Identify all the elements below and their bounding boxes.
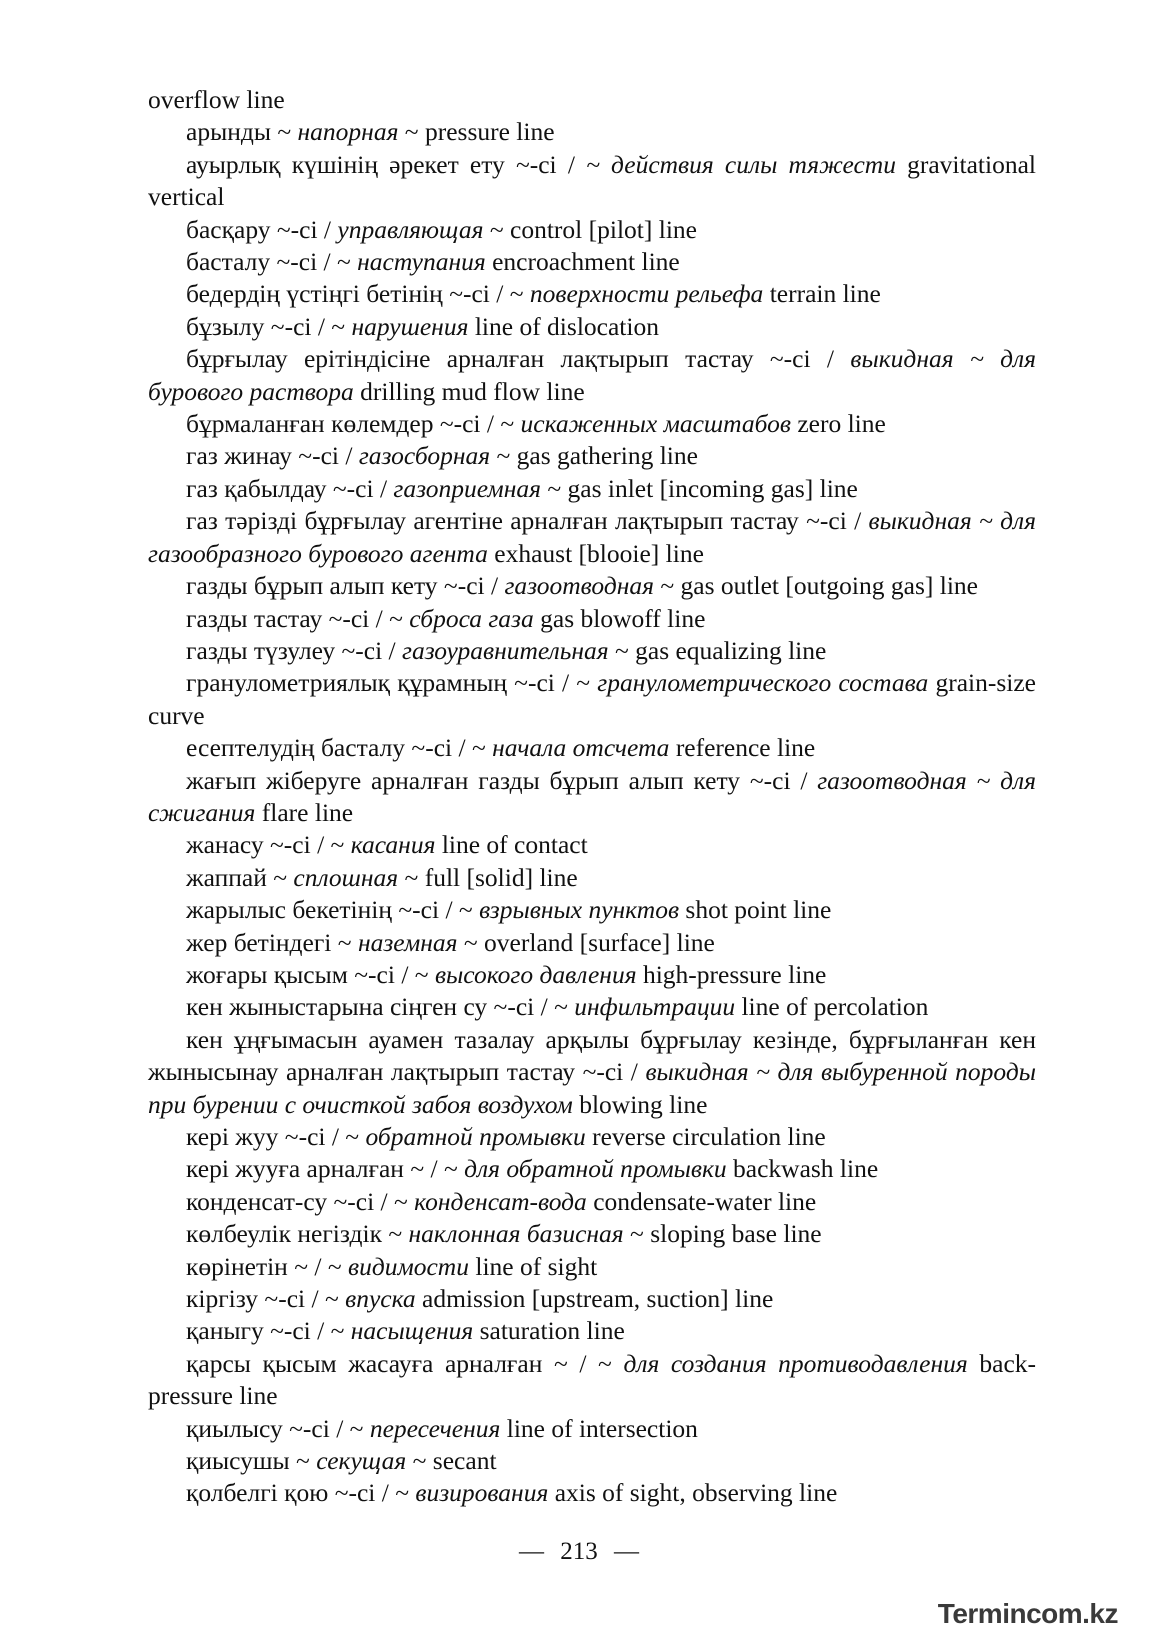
entry-text: line of intersection: [500, 1413, 698, 1443]
entry-russian-term: инфильтрации: [574, 992, 736, 1022]
page-number-value: 213: [560, 1538, 598, 1565]
entry-russian-term: выкидная ~ для выбуренной породы при бурении с очисткой забоя воздухом: [148, 1057, 1037, 1119]
entry-russian-term: впуска: [345, 1284, 416, 1314]
entry-russian-term: газоотводная ~ для сжигания: [148, 765, 1037, 827]
entry-text: line of contact: [435, 830, 588, 860]
dictionary-entry: [148, 214, 1036, 246]
dictionary-entry: [148, 311, 1036, 343]
entry-text: жарылыс бекетінің ~-сі / ~: [186, 895, 480, 925]
entry-russian-term: для обратной промывки: [464, 1154, 727, 1184]
dictionary-entry: [148, 440, 1036, 472]
entry-text: гранулометриялық құрамның ~-сі / ~: [186, 668, 598, 698]
entry-russian-term: искаженных масштабов: [520, 409, 791, 439]
entry-text: exhaust [blooie] line: [487, 538, 704, 568]
entry-russian-term: выкидная ~ для бурового раствора: [148, 344, 1036, 406]
entry-russian-term: сброса газа: [409, 603, 534, 633]
dictionary-entry: [148, 1413, 1036, 1445]
entry-russian-term: визирования: [415, 1478, 549, 1508]
entry-text: газды бұрып алып кету ~-сі /: [186, 571, 505, 601]
entry-russian-term: наклонная базисная: [408, 1219, 624, 1249]
dictionary-entry: [148, 1251, 1036, 1283]
dictionary-entry: [148, 1445, 1036, 1477]
page-number: [0, 1538, 1158, 1566]
entry-text: көлбеулік негіздік ~: [186, 1219, 409, 1249]
entry-russian-term: газосборная: [358, 441, 491, 471]
entry-russian-term: выкидная ~ для газообразного бурового агента: [148, 506, 1036, 568]
entry-text: axis of sight, observing line: [548, 1478, 838, 1508]
entry-russian-term: видимости: [348, 1251, 469, 1281]
entry-text: ~ sloping base line: [623, 1219, 822, 1249]
entry-text: ~ gas equalizing line: [608, 635, 827, 665]
entry-text: condensate-water line: [586, 1186, 817, 1216]
dictionary-entry: [148, 635, 1036, 667]
entry-text: кері жуу ~-сі / ~: [186, 1122, 366, 1151]
entry-russian-term: гранулометрического состава: [597, 668, 929, 698]
entry-text: blowing line: [572, 1089, 708, 1119]
dictionary-entry: [148, 1283, 1036, 1315]
entry-russian-term: наземная: [357, 927, 458, 957]
entry-text: газды тастау ~-сі / ~: [186, 603, 410, 633]
dictionary-entry: [148, 959, 1036, 991]
entry-russian-term: для создания противодавления: [623, 1348, 968, 1378]
entry-text: көрінетін ~ / ~: [186, 1251, 348, 1281]
entry-text: қарсы қысым жасауға арналған ~ / ~: [186, 1348, 624, 1378]
dictionary-entry: [148, 894, 1036, 926]
dictionary-entry: [148, 1218, 1036, 1250]
dictionary-entry: [148, 343, 1036, 408]
entry-russian-term: высокого давления: [434, 959, 637, 989]
entry-russian-term: газоуравнительная: [402, 635, 609, 665]
entry-text: admission [upstream, suction] line: [415, 1284, 774, 1314]
entry-text: line of sight: [468, 1251, 598, 1281]
dictionary-entry: [148, 246, 1036, 278]
dictionary-entry: [148, 829, 1036, 861]
dictionary-entry: [148, 473, 1036, 505]
entry-text: overflow line: [148, 85, 285, 114]
entry-text: ~ secant: [406, 1446, 497, 1476]
entry-text: high-pressure line: [636, 959, 827, 989]
entry-russian-term: конденсат-вода: [414, 1186, 587, 1216]
entry-text: ~ pressure line: [398, 117, 555, 147]
entry-text: бедердің үстіңгі бетінің ~-сі / ~: [186, 279, 530, 309]
entry-text: gravitational vertical: [148, 149, 1036, 212]
dictionary-entry: [148, 1315, 1036, 1347]
entry-russian-term: напорная: [297, 117, 399, 147]
entry-text: grain-size curve: [148, 668, 1036, 730]
entry-russian-term: секущая: [316, 1446, 407, 1476]
entry-text: reference line: [669, 733, 816, 763]
page-number-dash-right: —: [614, 1538, 639, 1565]
dictionary-entries: [148, 84, 1036, 1510]
entry-text: қолбелгі қою ~-сі / ~: [186, 1478, 416, 1508]
dictionary-entry: [148, 1153, 1036, 1185]
dictionary-entry: [148, 667, 1036, 732]
entry-text: бұзылу ~-сі / ~: [186, 311, 352, 341]
dictionary-entry: [148, 1121, 1036, 1153]
entry-text: ~ full [solid] line: [398, 862, 578, 892]
entry-text: газды түзулеу ~-сі /: [186, 635, 402, 665]
entry-text: gas blowoff line: [533, 603, 706, 633]
dictionary-entry: [148, 505, 1036, 570]
dictionary-entry: [148, 1477, 1036, 1509]
entry-text: қиылысу ~-сі / ~: [186, 1413, 370, 1443]
dictionary-entry: [148, 84, 1036, 116]
entry-text: басқару ~-сі /: [186, 214, 338, 244]
entry-text: line of percolation: [735, 992, 929, 1022]
entry-russian-term: взрывных пунктов: [479, 895, 680, 925]
entry-text: back-pressure line: [148, 1348, 1036, 1411]
entry-russian-term: начала отсчета: [492, 733, 670, 763]
dictionary-entry: [148, 1348, 1036, 1413]
entry-text: бұрғылау ерітіндісіне арналған лақтырып тастау ~-сі /: [186, 344, 851, 374]
dictionary-entry: [148, 278, 1036, 310]
entry-text: encroachment line: [485, 247, 680, 277]
entry-text: saturation line: [473, 1316, 625, 1346]
entry-text: қиысушы ~: [186, 1446, 317, 1476]
entry-russian-term: сплошная: [293, 862, 399, 892]
entry-text: газ жинау ~-сі /: [186, 441, 359, 471]
entry-text: drilling mud flow line: [353, 376, 585, 406]
entry-russian-term: обратной промывки: [365, 1122, 586, 1151]
entry-text: shot point line: [679, 895, 832, 925]
entry-text: кен ұңғымасын ауамен тазалау арқылы бұрғылау кезінде, бұрғыланған кен жынысынау арналған лақтырып тастау ~-сі /: [148, 1024, 1036, 1087]
entry-text: flare line: [255, 797, 354, 827]
entry-russian-term: управляющая: [337, 214, 484, 244]
dictionary-entry: [148, 765, 1036, 830]
entry-text: бұрмаланған көлемдер ~-сі / ~: [186, 409, 521, 439]
entry-text: line of dislocation: [468, 311, 659, 341]
dictionary-entry: [148, 603, 1036, 635]
entry-text: конденсат-су ~-сі / ~: [186, 1186, 415, 1216]
site-watermark: Termincom.kz: [937, 1598, 1118, 1629]
entry-text: жоғары қысым ~-сі / ~: [186, 959, 435, 989]
entry-text: газ тәрізді бұрғылау агентіне арналған лақтырып тастау ~-сі /: [186, 506, 869, 536]
entry-russian-term: пересечения: [369, 1413, 501, 1443]
dictionary-entry: [148, 408, 1036, 440]
entry-russian-term: газоприемная: [393, 473, 541, 503]
dictionary-entry: [148, 732, 1036, 764]
entry-text: ~ gas gathering line: [490, 441, 698, 471]
entry-russian-term: ~ действия силы тяжести: [586, 149, 896, 179]
entry-text: ауырлық күшінің әрекет ету ~-сі /: [186, 149, 587, 179]
entry-russian-term: насыщения: [350, 1316, 474, 1346]
entry-text: қаныгу ~-сі / ~: [186, 1316, 351, 1346]
entry-text: terrain line: [763, 279, 881, 309]
dictionary-entry: [148, 1186, 1036, 1218]
dictionary-entry: [148, 570, 1036, 602]
entry-text: кері жууға арналған ~ / ~: [186, 1154, 465, 1184]
entry-text: есептелудің басталу ~-сі / ~: [186, 733, 493, 763]
dictionary-entry: [148, 1024, 1036, 1121]
entry-text: жағып жіберуге арналған газды бұрып алып кету ~-сі /: [186, 765, 818, 795]
entry-text: backwash line: [726, 1154, 879, 1184]
entry-text: жер бетіндегі ~: [186, 927, 358, 957]
entry-text: ~ overland [surface] line: [457, 927, 715, 957]
entry-russian-term: касания: [350, 830, 436, 860]
entry-russian-term: поверхности рельефа: [529, 279, 764, 309]
page-number-dash-left: —: [519, 1538, 544, 1565]
entry-text: ~ control [pilot] line: [483, 214, 697, 244]
entry-text: басталу ~-сі / ~: [186, 247, 358, 277]
entry-russian-term: газоотводная: [504, 571, 654, 601]
entry-russian-term: нарушения: [351, 311, 469, 341]
entry-russian-term: наступания: [357, 247, 486, 277]
dictionary-entry: [148, 991, 1036, 1023]
entry-text: ~ gas outlet [outgoing gas] line: [653, 571, 978, 601]
entry-text: кіргізу ~-сі / ~: [186, 1284, 346, 1314]
dictionary-entry: [148, 927, 1036, 959]
entry-text: zero line: [790, 409, 886, 439]
entry-text: ~ gas inlet [incoming gas] line: [540, 473, 858, 503]
entry-text: жанасу ~-сі / ~: [186, 830, 351, 860]
dictionary-entry: [148, 116, 1036, 148]
entry-text: арынды ~: [186, 117, 298, 147]
entry-text: газ қабылдау ~-сі /: [186, 473, 394, 503]
dictionary-entry: [148, 862, 1036, 894]
entry-text: reverse circulation line: [585, 1122, 826, 1151]
dictionary-entry: [148, 149, 1036, 214]
entry-text: кен жыныстарына сіңген су ~-сі / ~: [186, 992, 575, 1022]
entry-text: жаппай ~: [186, 862, 294, 892]
